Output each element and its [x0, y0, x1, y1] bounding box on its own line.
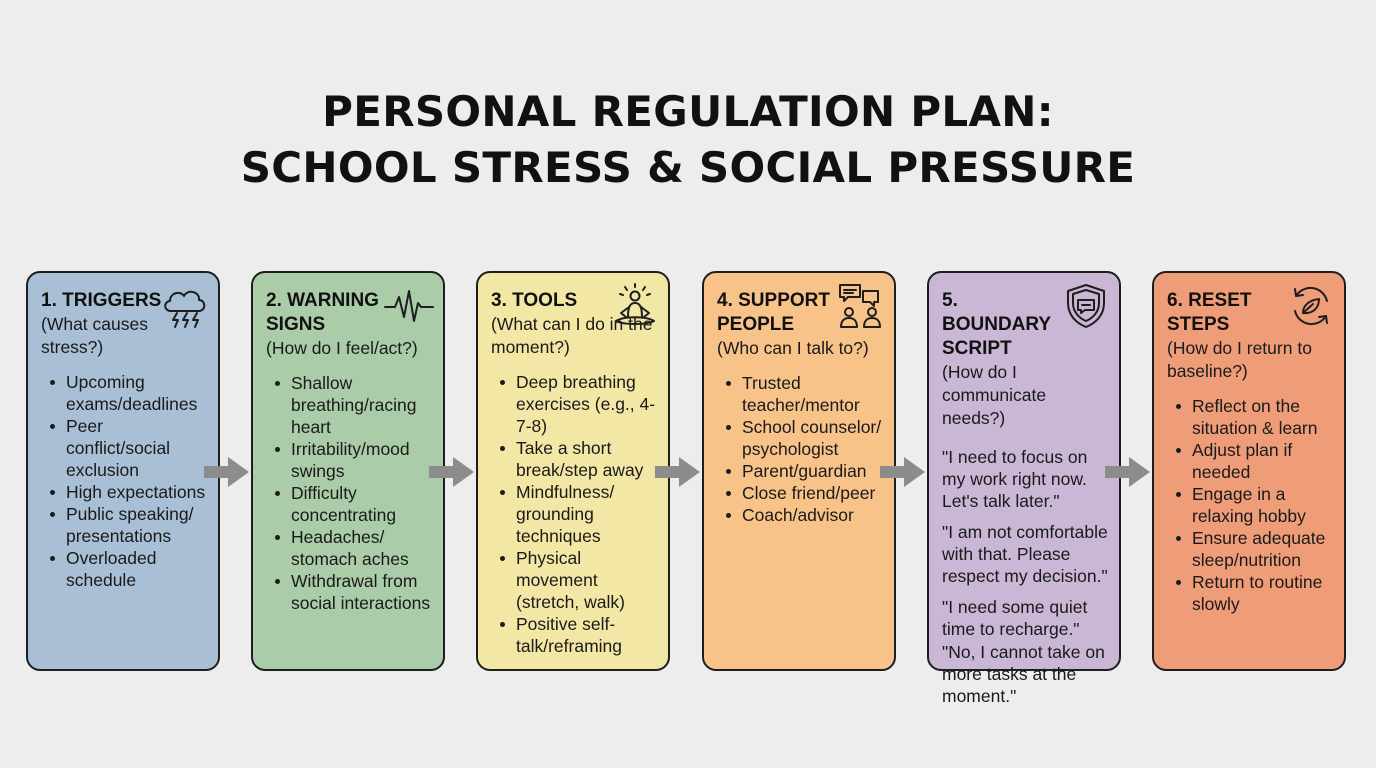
card-title: 6. RESET STEPS	[1167, 290, 1252, 335]
list-item: Headaches/ stomach aches	[266, 526, 433, 570]
list-item: Shallow breathing/racing heart	[266, 372, 433, 438]
warning-sign-list	[266, 372, 433, 614]
list-item: Parent/guardian	[717, 460, 884, 482]
list-item: Overloaded schedule	[41, 547, 208, 591]
list-item: Coach/advisor	[717, 504, 884, 526]
list-item: Return to routine slowly	[1167, 571, 1334, 615]
page-title-line-1: PERSONAL REGULATION PLAN:	[322, 87, 1054, 136]
card-boundary-script	[927, 271, 1121, 706]
card-subtitle: (What causes stress?)	[41, 314, 148, 357]
list-item: Trusted teacher/mentor	[717, 372, 884, 416]
card-subtitle: (How do I feel/act?)	[266, 338, 418, 358]
tool-list	[491, 371, 658, 657]
script-line: "I am not comfortable with that. Please respect my decision."	[942, 522, 1108, 586]
script-line: "No, I cannot take on more tasks at the moment."	[942, 642, 1105, 706]
list-item: Public speaking/ presentations	[41, 503, 208, 547]
card-subtitle: (Who can I talk to?)	[717, 338, 869, 358]
list-item: Take a short break/step away	[491, 437, 658, 481]
arrow-right-icon	[880, 455, 926, 489]
list-item: Upcoming exams/deadlines	[41, 371, 208, 415]
boundary-script-list	[942, 446, 1109, 707]
card-subtitle: (How do I return to baseline?)	[1167, 338, 1312, 381]
list-item: Ensure adequate sleep/nutrition	[1167, 527, 1334, 571]
list-item: Peer conflict/social exclusion	[41, 415, 208, 481]
list-item: Reflect on the situation & learn	[1167, 395, 1334, 439]
card-triggers	[26, 271, 220, 671]
support-people-list	[717, 372, 884, 526]
list-item: Adjust plan if needed	[1167, 439, 1334, 483]
shield-chat-icon	[1061, 283, 1111, 329]
card-reset-steps	[1152, 271, 1346, 671]
script-line: "I need to focus on my work right now. Let's talk later."	[942, 447, 1088, 511]
list-item: Difficulty concentrating	[266, 482, 433, 526]
card-warning-signs	[251, 271, 445, 671]
heartbeat-icon	[385, 283, 435, 329]
page-title-line-2: SCHOOL STRESS & SOCIAL PRESSURE	[240, 143, 1136, 192]
list-item: Irritability/mood swings	[266, 438, 433, 482]
script-line: "I need some quiet time to recharge."	[942, 597, 1088, 639]
card-subtitle: (How do I communicate needs?)	[942, 362, 1047, 428]
card-title: 2. WARNING SIGNS	[266, 290, 379, 335]
page-title	[0, 84, 1376, 196]
list-item: Close friend/peer	[717, 482, 884, 504]
card-title: 1. TRIGGERS	[41, 290, 162, 311]
list-item: High expectations	[41, 481, 208, 503]
reset-steps-list	[1167, 395, 1334, 615]
arrow-right-icon	[204, 455, 250, 489]
people-chat-icon	[836, 283, 886, 329]
card-title: 5. BOUNDARY SCRIPT	[942, 290, 1051, 359]
list-item: Withdrawal from social interactions	[266, 570, 433, 614]
arrow-right-icon	[429, 455, 475, 489]
meditation-icon	[610, 283, 660, 329]
arrow-right-icon	[1105, 455, 1151, 489]
list-item: Positive self-talk/reframing	[491, 613, 658, 657]
arrow-right-icon	[655, 455, 701, 489]
card-tools	[476, 271, 670, 671]
card-title: 3. TOOLS	[491, 290, 578, 311]
card-subtitle: (What can I do in the moment?)	[491, 314, 653, 357]
list-item: Deep breathing exercises (e.g., 4-7-8)	[491, 371, 658, 437]
list-item: Physical movement (stretch, walk)	[491, 547, 658, 613]
trigger-list	[41, 371, 208, 591]
card-title: 4. SUPPORT PEOPLE	[717, 290, 830, 335]
list-item: Engage in a relaxing hobby	[1167, 483, 1334, 527]
storm-cloud-icon	[160, 283, 210, 329]
list-item: School counselor/ psychologist	[717, 416, 884, 460]
card-support-people	[702, 271, 896, 671]
list-item: Mindfulness/ grounding techniques	[491, 481, 658, 547]
reset-leaf-icon	[1286, 283, 1336, 329]
